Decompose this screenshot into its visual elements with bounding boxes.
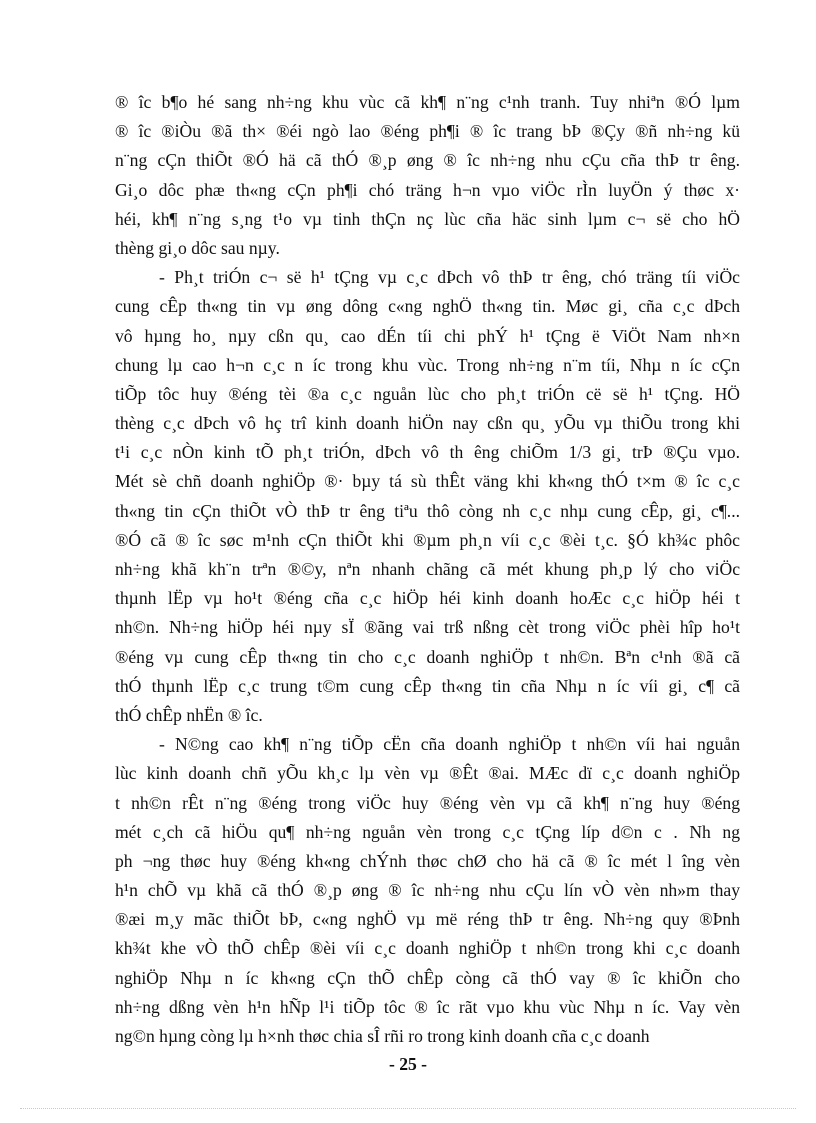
text-line: thÓ chÊp nhËn ® îc.	[115, 704, 263, 725]
text-line: chung lµ cao h¬n c¸c n íc trong khu vùc. Trong nh÷ng n¨m tíi, Nhµ n íc cÇn	[115, 354, 740, 375]
text-line: thèng c¸c dÞch vô hç trî kinh doanh hiÖn nay cßn qu¸ yÕu vµ thiÕu trong khi	[115, 413, 740, 434]
text-line: ®Ó cã ® îc søc m¹nh cÇn thiÕt khi ®µm ph¸n víi c¸c ®èi t¸c. §Ó kh¾c phôc	[115, 529, 740, 550]
text-line: thµnh lËp vµ ho¹t ®éng cña c¸c hiÖp héi kinh doanh hoÆc c¸c hiÖp héi t	[115, 588, 740, 609]
text-line: ®éng vµ cung cÊp th«ng tin cho c¸c doanh nghiÖp t nh©n. Bªn c¹nh ®ã cã	[115, 646, 740, 667]
text-line: nh÷ng khã kh¨n trªn ®©y, nªn nhanh chãng cã mét khung ph¸p lý cho viÖc	[115, 559, 740, 579]
text-line: n¨ng cÇn thiÕt ®Ó hä cã thÓ ®¸p øng ® îc nh÷ng nhu cÇu cña thÞ tr êng.	[115, 150, 740, 171]
text-line: h¹n chÕ vµ khã cã thÓ ®¸p øng ® îc nh÷ng nhu cÇu lín vÒ vèn nh»m thay	[115, 880, 740, 901]
text-line: - Ph¸t triÓn c¬ së h¹ tÇng vµ c¸c dÞch vô thÞ tr êng, chó träng tíi viÖc	[159, 267, 740, 288]
text-line: mét c¸ch cã hiÖu qu¶ nh÷ng nguån vèn trong c¸c tÇng líp d©n c . Nh ng	[115, 821, 740, 842]
text-line: nghiÖp Nhµ n íc kh«ng cÇn thÕ chÊp còng cã thÓ vay ® îc khiÕn cho	[115, 967, 740, 988]
paragraph	[115, 88, 740, 263]
text-line: ®æi m¸y mãc thiÕt bÞ, c«ng nghÖ vµ më réng thÞ tr êng. Nh÷ng quy ®Þnh	[115, 909, 740, 930]
text-line: nh©n. Nh÷ng hiÖp héi nµy sÏ ®ãng vai trß nßng cèt trong viÖc phèi hîp ho¹t	[115, 617, 740, 638]
text-line: lùc kinh doanh chñ yÕu kh¸c lµ vèn vµ ®Êt ®ai. MÆc dï c¸c doanh nghiÖp	[115, 763, 740, 784]
text-line: cung cÊp th«ng tin vµ øng dông c«ng nghÖ th«ng tin. Møc gi¸ cña c¸c dÞch	[115, 296, 740, 317]
text-line: Gi¸o dôc phæ th«ng cÇn ph¶i chó träng h¬n vµo viÖc rÌn luyÖn ý thøc x·	[115, 179, 740, 200]
text-line: t¹i c¸c nÒn kinh tÕ ph¸t triÓn, dÞch vô th êng chiÕm 1/3 gi¸ trÞ ®Çu vµo.	[115, 442, 740, 463]
text-line: Mét sè chñ doanh nghiÖp ®· bµy tá sù thÊt väng khi kh«ng thÓ t×m ® îc c¸c	[115, 471, 740, 492]
text-line: ph ¬ng thøc huy ®éng kh«ng chÝnh thøc chØ cho hä cã ® îc mét l îng vèn	[115, 850, 740, 871]
text-line: - N©ng cao kh¶ n¨ng tiÕp cËn cña doanh nghiÖp t nh©n víi hai nguån	[159, 734, 740, 755]
text-line: ® îc ®iÒu ®ã th× ®éi ngò lao ®éng ph¶i ® îc trang bÞ ®Çy ®ñ nh÷ng kü	[115, 121, 740, 142]
text-line: ng©n hµng còng lµ h×nh thøc chia sÎ rñi ro trong kinh doanh cña c¸c doanh	[115, 1026, 650, 1046]
page-bottom-rule	[20, 1108, 796, 1109]
text-line: thÓ thµnh lËp c¸c trung t©m cung cÊp th«ng tin cña Nhµ n íc víi gi¸ c¶ cã	[115, 675, 740, 696]
text-line: héi, kh¶ n¨ng s¸ng t¹o vµ tinh thÇn nç lùc cña häc sinh lµm c¬ së cho hÖ	[115, 208, 740, 229]
text-line: ® îc b¶o hé sang nh÷ng khu vùc cã kh¶ n¨ng c¹nh tranh. Tuy nhiªn ®Ó lµm	[115, 92, 740, 112]
paragraph	[115, 730, 740, 1051]
page-number: - 25 -	[388, 1054, 428, 1074]
text-line: nh÷ng dßng vèn h¹n hÑp l¹i tiÕp tôc ® îc rãt vµo khu vùc Nhµ n íc. Vay vèn	[115, 996, 740, 1017]
text-line: thèng gi¸o dôc sau nµy.	[115, 237, 280, 258]
body-text	[115, 88, 740, 1051]
text-line: tiÕp tôc huy ®éng tèi ®a c¸c nguån lùc cho ph¸t triÓn cë së h¹ tÇng. HÖ	[115, 383, 740, 404]
text-line: th«ng tin cÇn thiÕt vÒ thÞ tr êng tiªu thô còng nh c¸c nhµ cung cÊp, gi¸ c¶...	[115, 500, 740, 521]
text-line: vô hµng ho¸ nµy cßn qu¸ cao dÉn tíi chi phÝ h¹ tÇng ë ViÖt Nam nh×n	[115, 325, 740, 346]
text-line: t nh©n rÊt n¨ng ®éng trong viÖc huy ®éng vèn vµ cã kh¶ n¨ng huy ®éng	[115, 792, 740, 813]
text-line: kh¾t khe vÒ thÕ chÊp ®èi víi c¸c doanh nghiÖp t nh©n trong khi c¸c doanh	[115, 938, 740, 959]
paragraph	[115, 263, 740, 730]
